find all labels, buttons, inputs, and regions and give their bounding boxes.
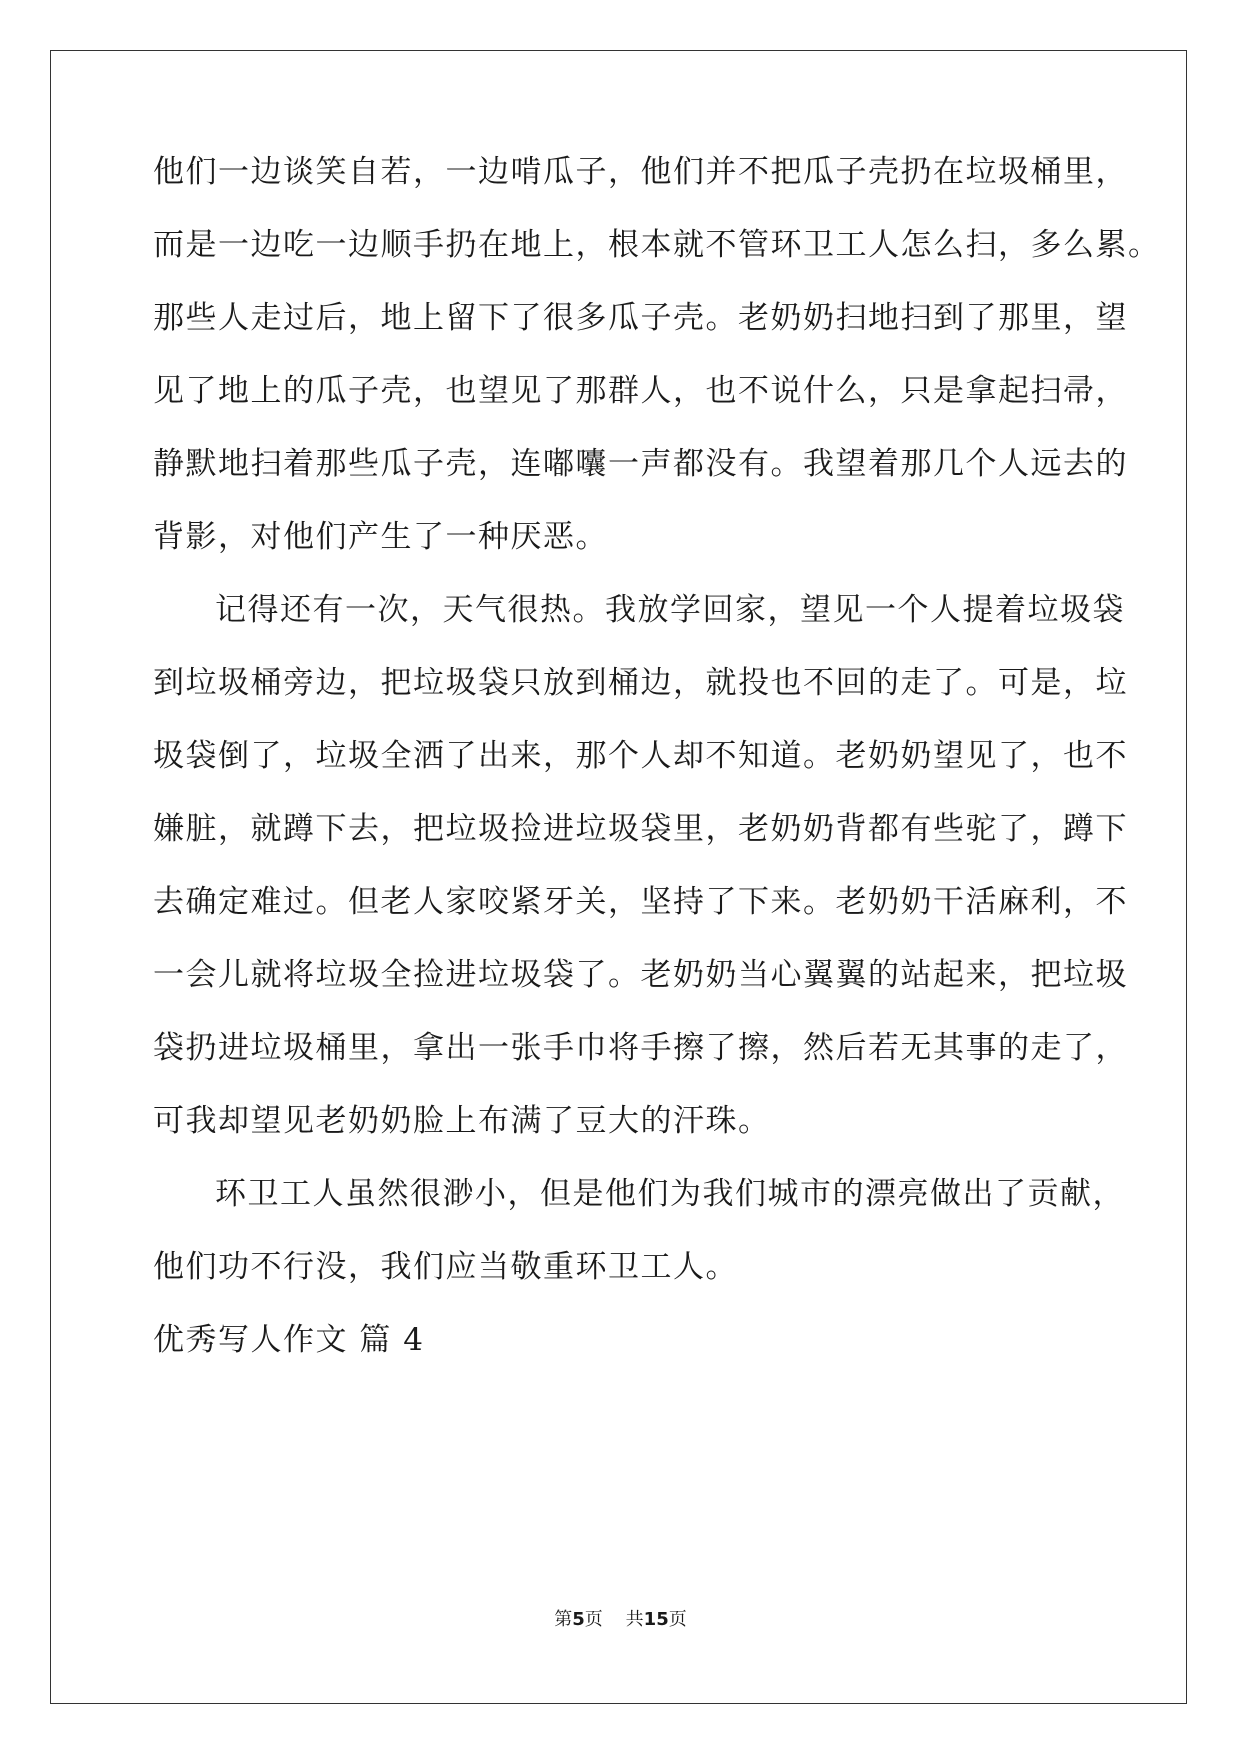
text-line: 可我却望见老奶奶脸上布满了豆大的汗珠。 xyxy=(153,1103,771,1139)
text-line: 圾袋倒了，垃圾全洒了出来，那个人却不知道。老奶奶望见了，也不 xyxy=(153,738,1128,774)
text-line: 背影，对他们产生了一种厌恶。 xyxy=(153,519,608,555)
text-line: 嫌脏，就蹲下去，把垃圾捡进垃圾袋里，老奶奶背都有些驼了，蹲下 xyxy=(153,811,1128,847)
text-line: 静默地扫着那些瓜子壳，连嘟囔一声都没有。我望着那几个人远去的 xyxy=(153,446,1128,482)
text-line: 到垃圾桶旁边，把垃圾袋只放到桶边，就投也不回的走了。可是，垃 xyxy=(153,665,1128,701)
current-page-number: 5 xyxy=(572,1609,585,1630)
footer-middle: 页 共 xyxy=(584,1609,644,1630)
text-line: 他们功不行没，我们应当敬重环卫工人。 xyxy=(153,1249,738,1285)
text-line: 环卫工人虽然很渺小，但是他们为我们城市的漂亮做出了贡献， xyxy=(215,1176,1125,1212)
footer-prefix: 第 xyxy=(554,1609,573,1630)
text-line: 他们一边谈笑自若，一边啃瓜子，他们并不把瓜子壳扔在垃圾桶里， xyxy=(153,154,1128,190)
text-line: 记得还有一次，天气很热。我放学回家，望见一个人提着垃圾袋 xyxy=(215,592,1125,628)
footer-suffix: 页 xyxy=(668,1609,687,1630)
text-line: 见了地上的瓜子壳，也望见了那群人，也不说什么，只是拿起扫帚， xyxy=(153,373,1128,409)
text-line: 而是一边吃一边顺手扔在地上，根本就不管环卫工人怎么扫，多么累。 xyxy=(153,227,1161,263)
text-line: 那些人走过后，地上留下了很多瓜子壳。老奶奶扫地扫到了那里，望 xyxy=(153,300,1128,336)
section-heading: 优秀写人作文 篇 4 xyxy=(153,1322,425,1358)
total-pages-number: 15 xyxy=(643,1609,669,1630)
text-line: 一会儿就将垃圾全捡进垃圾袋了。老奶奶当心翼翼的站起来，把垃圾 xyxy=(153,957,1128,993)
page-footer xyxy=(0,1608,1241,1632)
text-line: 去确定难过。但老人家咬紧牙关，坚持了下来。老奶奶干活麻利，不 xyxy=(153,884,1128,920)
text-line: 袋扔进垃圾桶里，拿出一张手巾将手擦了擦，然后若无其事的走了， xyxy=(153,1030,1128,1066)
